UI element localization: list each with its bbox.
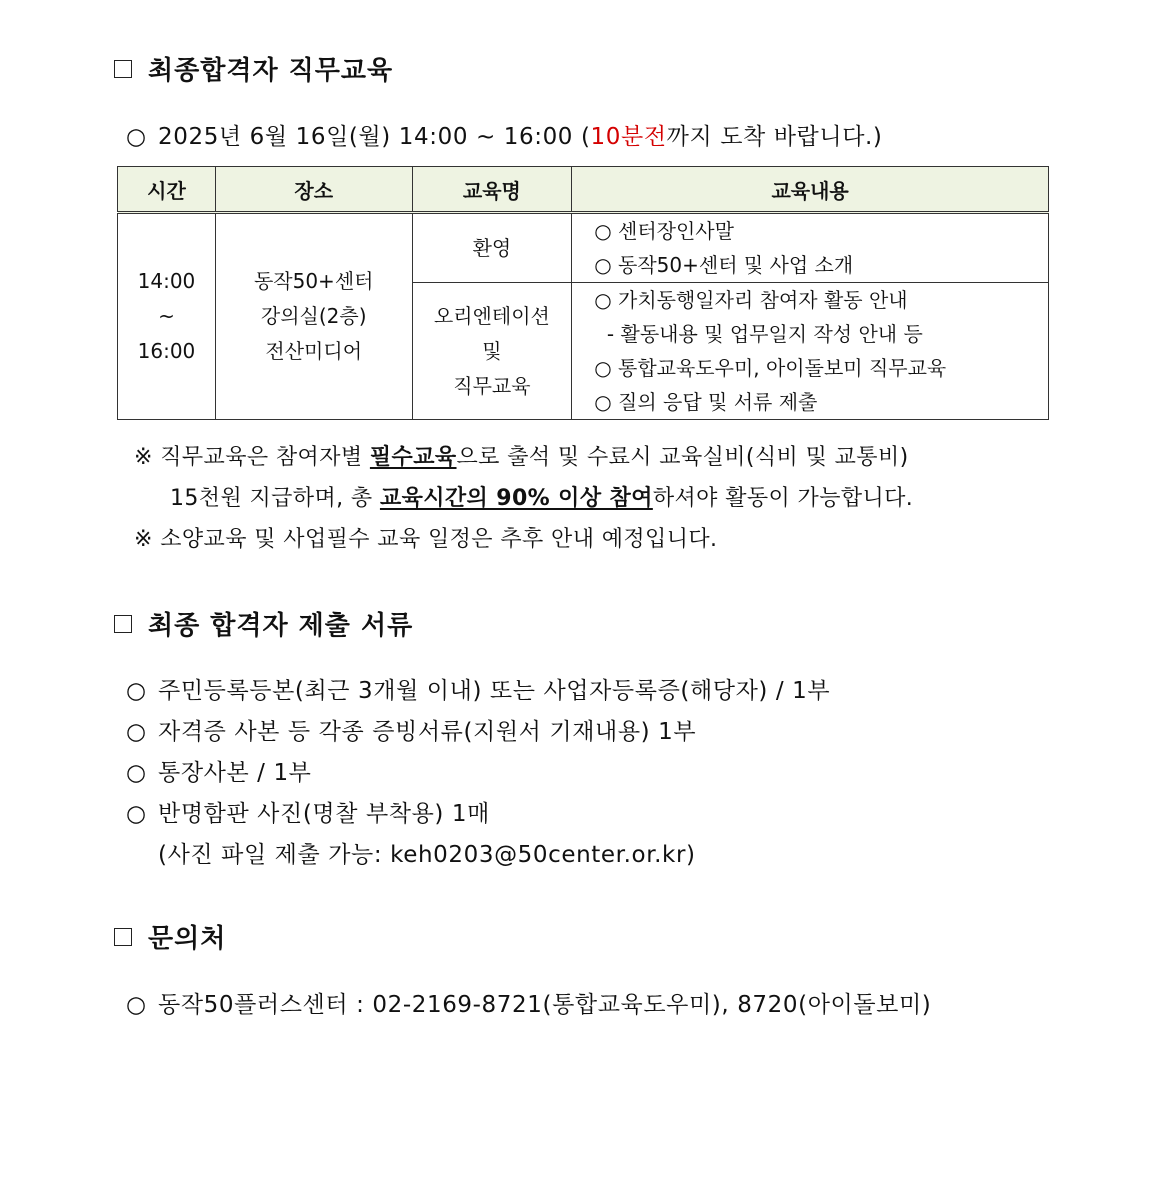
- time-end: 16:00: [137, 339, 196, 363]
- place-line: 강의실(2층): [260, 304, 367, 328]
- content-item: ○ 통합교육도우미, 아이돌보미 직무교육: [594, 356, 947, 380]
- list-item: [126, 672, 830, 705]
- header-place: 장소: [215, 167, 412, 213]
- place-line: 전산미디어: [265, 339, 363, 363]
- schedule-tail: 까지 도착 바랍니다.): [666, 124, 883, 150]
- list-item: [126, 754, 312, 787]
- content-item: - 활동내용 및 업무일지 작성 안내 등: [594, 322, 923, 346]
- note-text: 으로 출석 및 수료시 교육실비(식비 및 교통비): [456, 445, 909, 470]
- list-item: [126, 713, 696, 746]
- contact-line: [126, 986, 931, 1019]
- contact-text: 동작50플러스센터 : 02-2169-8721(통합교육도우미), 8720(아이돌보미): [158, 992, 932, 1018]
- circle-bullet-icon: ○: [126, 801, 147, 827]
- section-documents-title: 최종 합격자 제출 서류: [148, 611, 414, 641]
- content-item: ○ 질의 응답 및 서류 제출: [594, 390, 818, 414]
- schedule-text: 2025년 6월 16일(월) 14:00 ~ 16:00 (: [158, 124, 591, 150]
- time-sep: ~: [158, 304, 175, 328]
- note-text: 소양교육 및 사업필수 교육 일정은 추후 안내 예정입니다.: [160, 527, 718, 552]
- table-row: [118, 213, 1049, 283]
- circle-bullet-icon: ○: [126, 124, 147, 150]
- photo-note: [158, 836, 696, 869]
- table-header-row: [118, 167, 1049, 213]
- note-line-3: [134, 522, 717, 553]
- content-item: ○ 가치동행일자리 참여자 활동 안내: [594, 288, 908, 312]
- course-welcome: 환영: [412, 213, 572, 283]
- note-line-2: [170, 481, 913, 512]
- place-cell: [215, 213, 412, 420]
- course-line: 오리엔테이션: [433, 303, 550, 328]
- course-orientation: [412, 283, 572, 420]
- header-course: 교육명: [412, 167, 572, 213]
- time-cell: [118, 213, 216, 420]
- header-content: 교육내용: [572, 167, 1049, 213]
- content-orientation: [572, 283, 1049, 420]
- note-mark: ※: [134, 445, 153, 470]
- section-training-heading: [114, 50, 393, 87]
- note-text: 15천원 지급하며, 총: [170, 486, 380, 511]
- document-item: 주민등록등본(최근 3개월 이내) 또는 사업자등록증(해당자) / 1부: [158, 678, 831, 704]
- note-line-1: [134, 440, 909, 471]
- checkbox-square-icon: [114, 615, 132, 633]
- checkbox-square-icon: [114, 928, 132, 946]
- header-time: 시간: [118, 167, 216, 213]
- content-item: ○ 동작50+센터 및 사업 소개: [594, 253, 854, 277]
- section-documents-heading: [114, 605, 413, 642]
- schedule-line: [126, 118, 883, 151]
- section-contact-title: 문의처: [148, 924, 227, 954]
- schedule-highlight: 10분전: [590, 124, 667, 150]
- content-item: ○ 센터장인사말: [594, 219, 734, 243]
- circle-bullet-icon: ○: [126, 760, 147, 786]
- checkbox-square-icon: [114, 60, 132, 78]
- photo-note-text: (사진 파일 제출 가능: keh0203@50center.or.kr): [158, 842, 696, 868]
- note-text: 직무교육은 참여자별: [160, 445, 370, 470]
- note-mark: ※: [134, 527, 153, 552]
- document-item: 통장사본 / 1부: [158, 760, 312, 786]
- time-start: 14:00: [137, 269, 196, 293]
- place-line: 동작50+센터: [253, 269, 374, 293]
- circle-bullet-icon: ○: [126, 678, 147, 704]
- note-emphasis: 필수교육: [369, 445, 457, 470]
- circle-bullet-icon: ○: [126, 719, 147, 745]
- document-item: 반명함판 사진(명찰 부착용) 1매: [158, 801, 490, 827]
- course-line: 직무교육: [453, 373, 531, 398]
- schedule-table: [117, 166, 1049, 420]
- circle-bullet-icon: ○: [126, 992, 147, 1018]
- course-line: 및: [482, 338, 502, 363]
- list-item: [126, 795, 490, 828]
- content-welcome: [572, 213, 1049, 283]
- document-item: 자격증 사본 등 각종 증빙서류(지원서 기재내용) 1부: [158, 719, 697, 745]
- section-contact-heading: [114, 918, 226, 955]
- note-emphasis: 교육시간의 90% 이상 참여: [379, 486, 653, 511]
- note-text: 하셔야 활동이 가능합니다.: [652, 486, 914, 511]
- section-training-title: 최종합격자 직무교육: [148, 56, 394, 86]
